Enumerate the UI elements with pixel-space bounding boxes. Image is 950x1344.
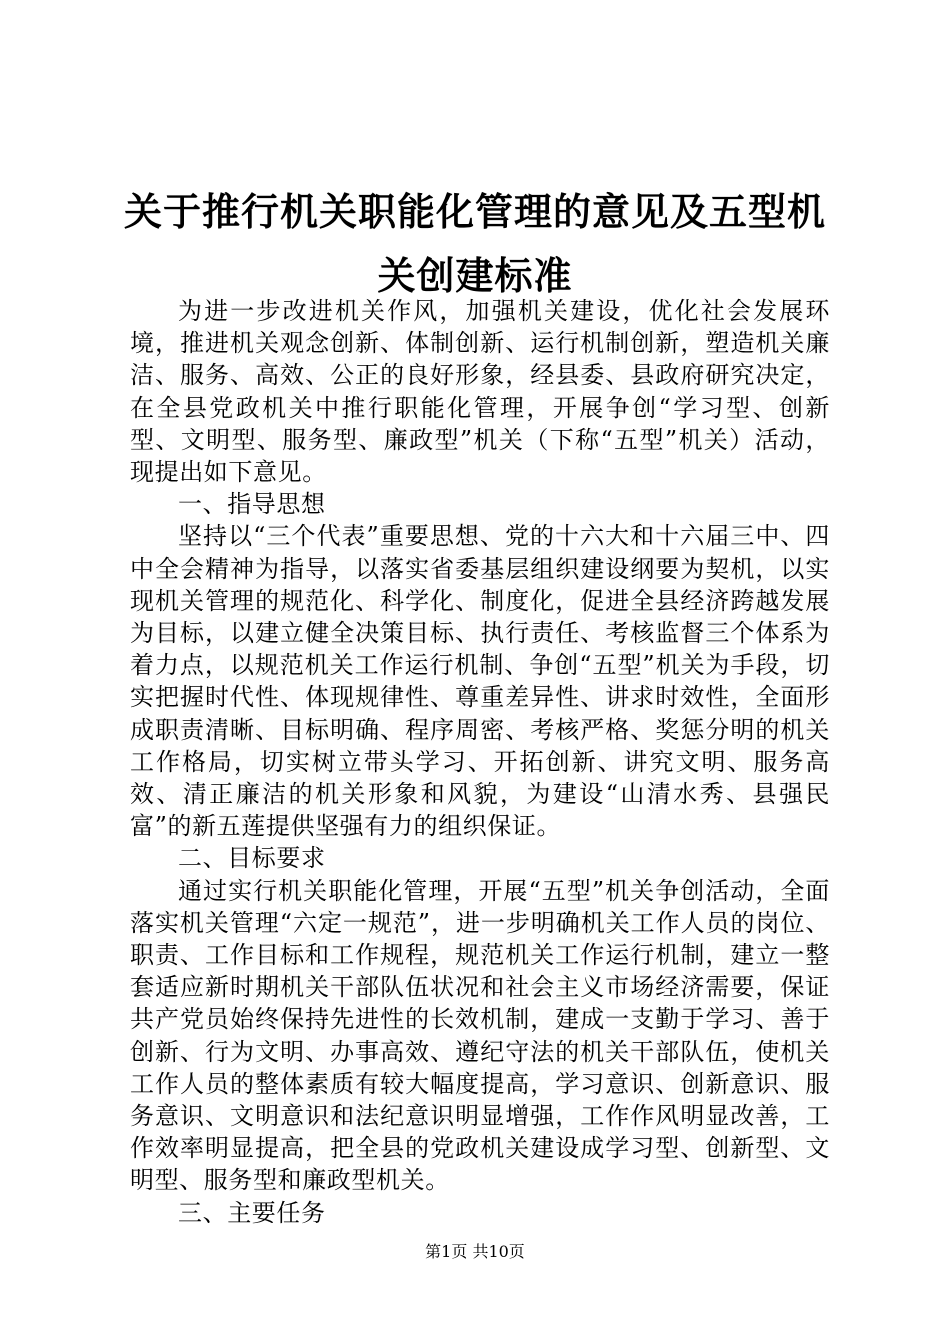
section-heading-goals: 二、目标要求	[178, 844, 326, 873]
section-heading-main-tasks: 三、主要任务	[178, 1198, 326, 1227]
guiding-ideology-paragraph: 坚持以“三个代表”重要思想、党的十六大和十六届三中、四中全会精神为指导，以落实省委基层组织建设纲要为契机，以实现机关管理的规范化、科学化、制度化，促进全县经济跨越发展为目标，以建立健全决策目标、执行责任、考核监督三个体系为着力点，以规范机关工作运行机制、争创“五型”机关为手段，切实把握时代性、体现规律性、尊重差异性、讲求时效性，全面形成职责清晰、目标明确、程序周密、考核严格、奖惩分明的机关工作格局，切实树立带头学习、开拓创新、讲究文明、服务高效、清正廉洁的机关形象和风貌，为建设“山清水秀、县强民富”的新五莲提供坚强有力的组织保证。	[130, 522, 830, 841]
document-title: 关于推行机关职能化管理的意见及五型机关创建标准	[123, 189, 826, 298]
intro-paragraph: 为进一步改进机关作风，加强机关建设，优化社会发展环境，推进机关观念创新、体制创新、运行机制创新，塑造机关廉洁、服务、高效、公正的良好形象，经县委、县政府研究决定，在全县党政机关中推行职能化管理，开展争创“学习型、创新型、文明型、服务型、廉政型”机关（下称“五型”机关）活动，现提出如下意见。	[130, 297, 830, 487]
document-body	[130, 295, 830, 1229]
page-footer: 第1页 共10页	[425, 1242, 525, 1261]
section-heading-guiding-ideology: 一、指导思想	[178, 490, 326, 519]
goals-paragraph: 通过实行机关职能化管理，开展“五型”机关争创活动，全面落实机关管理“六定一规范”，进一步明确机关工作人员的岗位、职责、工作目标和工作规程，规范机关工作运行机制，建立一整套适应新时期机关干部队伍状况和社会主义市场经济需要，保证共产党员始终保持先进性的长效机制，建成一支勤于学习、善于创新、行为文明、办事高效、遵纪守法的机关干部队伍，使机关工作人员的整体素质有较大幅度提高，学习意识、创新意识、服务意识、文明意识和法纪意识明显增强，工作作风明显改善，工作效率明显提高，把全县的党政机关建设成学习型、创新型、文明型、服务型和廉政型机关。	[130, 876, 830, 1195]
